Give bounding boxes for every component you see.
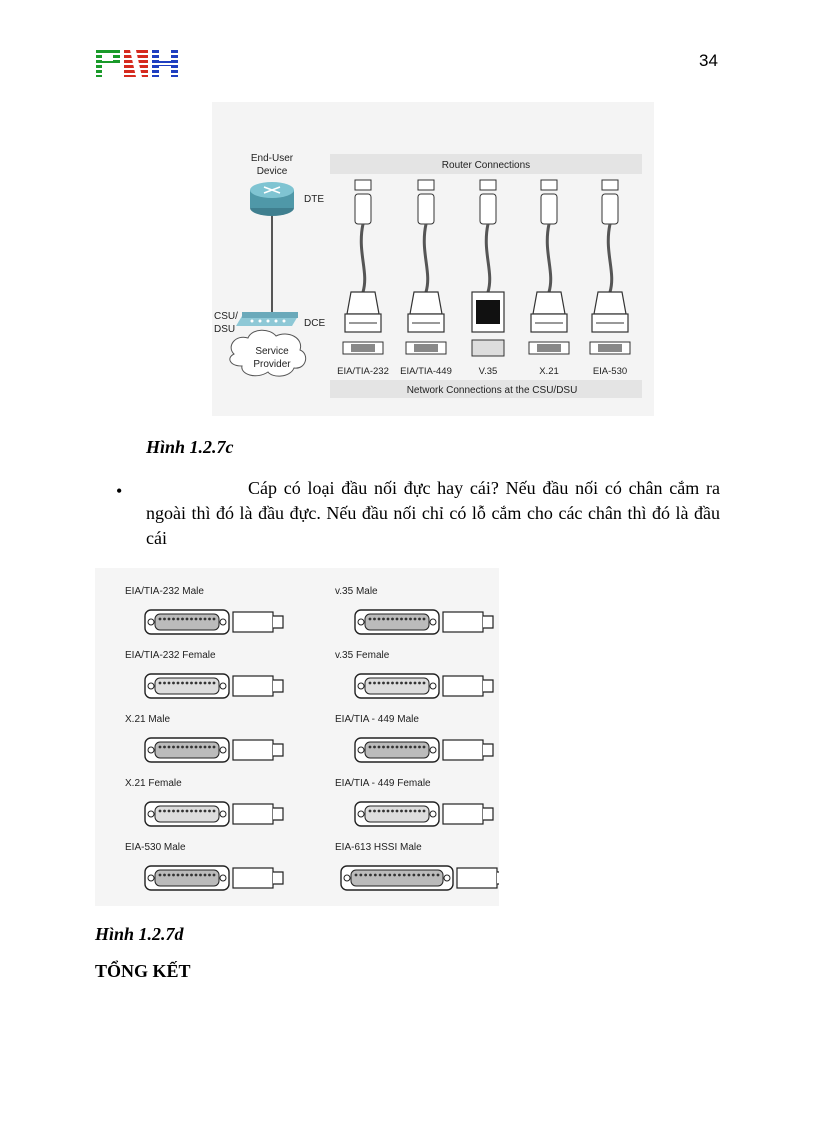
section-heading: TỔNG KẾT <box>95 961 191 981</box>
connector-gender-label: EIA-530 Male <box>125 842 186 853</box>
cable-5 <box>590 180 630 377</box>
figure-router-connections <box>212 102 654 416</box>
connector-gender-label: v.35 Male <box>335 586 378 597</box>
bullet-paragraph <box>146 476 720 551</box>
logo-letter-p <box>96 50 120 77</box>
dce-label: DCE <box>304 318 326 329</box>
end-user-label-1: End-User <box>250 153 294 164</box>
right-5 <box>335 842 499 890</box>
csu-label-1: CSU/ <box>214 311 238 322</box>
connector-gender-label: EIA-613 HSSI Male <box>335 842 422 853</box>
csu-label-2: DSU <box>214 324 236 335</box>
connector-gender-label: EIA/TIA - 449 Male <box>335 714 419 725</box>
connector-gender-label: v.35 Female <box>335 650 390 661</box>
connector-gender-label: EIA/TIA - 449 Female <box>335 778 431 789</box>
provider-label-1: Service <box>255 346 289 357</box>
bullet-text: Cáp có loại đầu nối đực hay cái? Nếu đầu nối có chân cắm ra ngoài thì đó là đầu đực. Nếu đầu nối chỉ có lỗ cắm cho các chân thì đó là đầu cái <box>146 478 720 548</box>
cable-2 <box>400 180 452 377</box>
connector-label: EIA/TIA-449 <box>400 366 452 377</box>
page-number: 34 <box>699 51 718 70</box>
connector-gender-label: X.21 Male <box>125 714 171 725</box>
left-3 <box>125 714 283 762</box>
cable-3 <box>472 180 504 377</box>
connector-label: EIA/TIA-232 <box>337 366 389 377</box>
left-2 <box>125 650 283 698</box>
right-1 <box>335 586 493 634</box>
connector-gender-label: EIA/TIA-232 Male <box>125 586 204 597</box>
logo-letter-n <box>124 50 148 77</box>
bullet-point: • <box>116 481 123 501</box>
connector-gender-label: EIA/TIA-232 Female <box>125 650 216 661</box>
left-4 <box>125 778 283 826</box>
right-3 <box>335 714 493 762</box>
router-icon <box>250 182 294 216</box>
pnh-logo <box>96 50 178 77</box>
dte-label: DTE <box>304 194 324 205</box>
cable-4 <box>529 180 569 377</box>
network-connections-label: Network Connections at the CSU/DSU <box>406 385 578 396</box>
connector-label: EIA-530 <box>592 366 628 377</box>
connector-label: X.21 <box>539 366 559 377</box>
connector-label: V.35 <box>478 366 498 377</box>
figure-c-caption: Hình 1.2.7c <box>146 437 234 457</box>
router-connections-label: Router Connections <box>441 160 531 171</box>
logo-letter-h <box>152 50 178 77</box>
connector-gender-label: X.21 Female <box>125 778 182 789</box>
csu-dsu-device <box>236 312 298 326</box>
figure-d-caption: Hình 1.2.7d <box>95 924 184 944</box>
cable-1 <box>337 180 389 377</box>
end-user-label-2: Device <box>256 166 288 177</box>
provider-label-2: Provider <box>253 359 291 370</box>
right-4 <box>335 778 493 826</box>
left-5 <box>125 842 283 890</box>
right-2 <box>335 650 493 698</box>
left-1 <box>125 586 283 634</box>
figure-connector-genders <box>95 568 499 906</box>
